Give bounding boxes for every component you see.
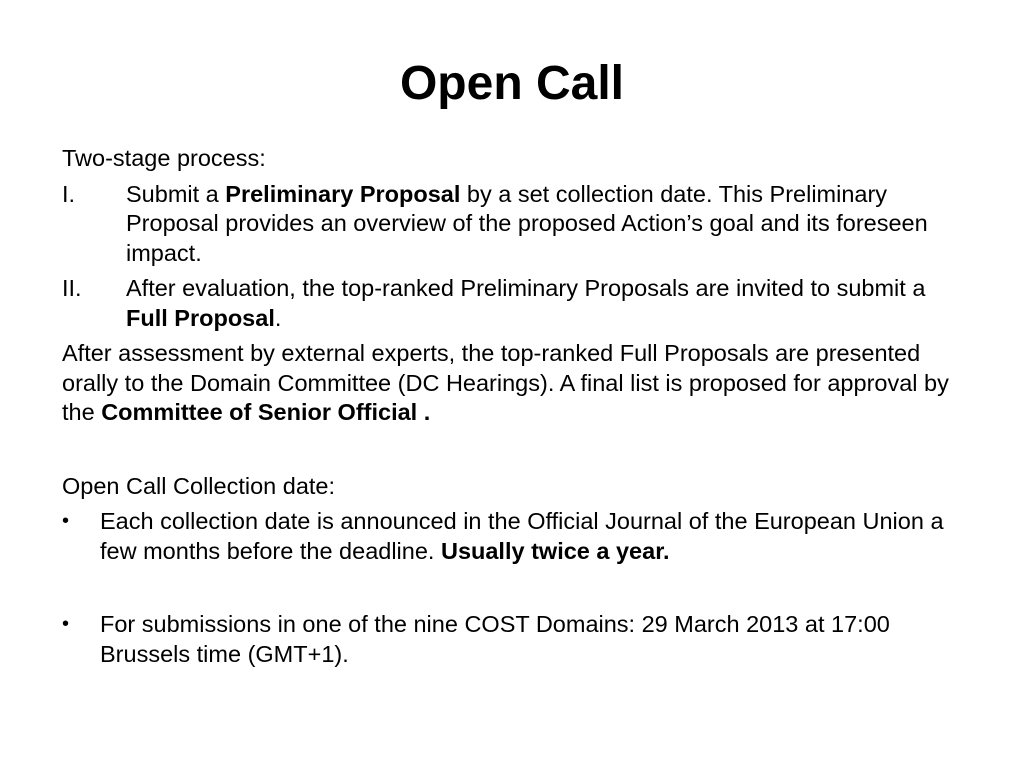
- bullet-icon: •: [62, 510, 70, 532]
- assessment-text: [62, 339, 972, 428]
- slide-title: Open Call: [399, 57, 625, 110]
- section-spacer: [62, 434, 972, 472]
- stage-marker: II.: [62, 275, 82, 301]
- collection-item-text: For submissions in one of the nine COST Domains: 29 March 2013 at 17:00 Brussels time (GMT+1).: [100, 611, 890, 667]
- assessment-text-pre: After assessment by external experts, the top-ranked Full Proposals are presented orally to the Domain Committee (DC Hearings). A final list is proposed for approval by the: [62, 340, 949, 425]
- collection-item-bold: Usually twice a year.: [440, 537, 670, 564]
- section-spacer: [62, 572, 972, 610]
- slide-body: [62, 144, 972, 675]
- stage-text-post: by a set collection date. This Preliminary Proposal provides an overview of the proposed Action’s goal and its foreseen impact.: [126, 180, 928, 266]
- intro-text: Two-stage process:: [62, 145, 266, 171]
- bullet-icon: •: [62, 613, 70, 635]
- stage-text-pre: After evaluation, the top-ranked Preliminary Proposals are invited to submit a: [126, 275, 926, 301]
- stage-item-1: [62, 180, 972, 269]
- stage-text-bold: Preliminary Proposal: [225, 180, 461, 207]
- collection-heading: Open Call Collection date:: [62, 472, 336, 499]
- stage-text-post: .: [274, 304, 282, 331]
- stage-item-2: [62, 274, 972, 333]
- stage-text-bold: Full Proposal: [126, 304, 275, 331]
- collection-item-2: [62, 610, 972, 669]
- assessment-text-bold: Committee of Senior Official .: [101, 399, 431, 425]
- stage-marker: I.: [62, 180, 76, 207]
- collection-item-1: [62, 507, 972, 566]
- stage-text-pre: Submit a: [126, 180, 226, 207]
- collection-item-text: Each collection date is announced in the Official Journal of the European Union a few months before the deadline.: [100, 508, 944, 564]
